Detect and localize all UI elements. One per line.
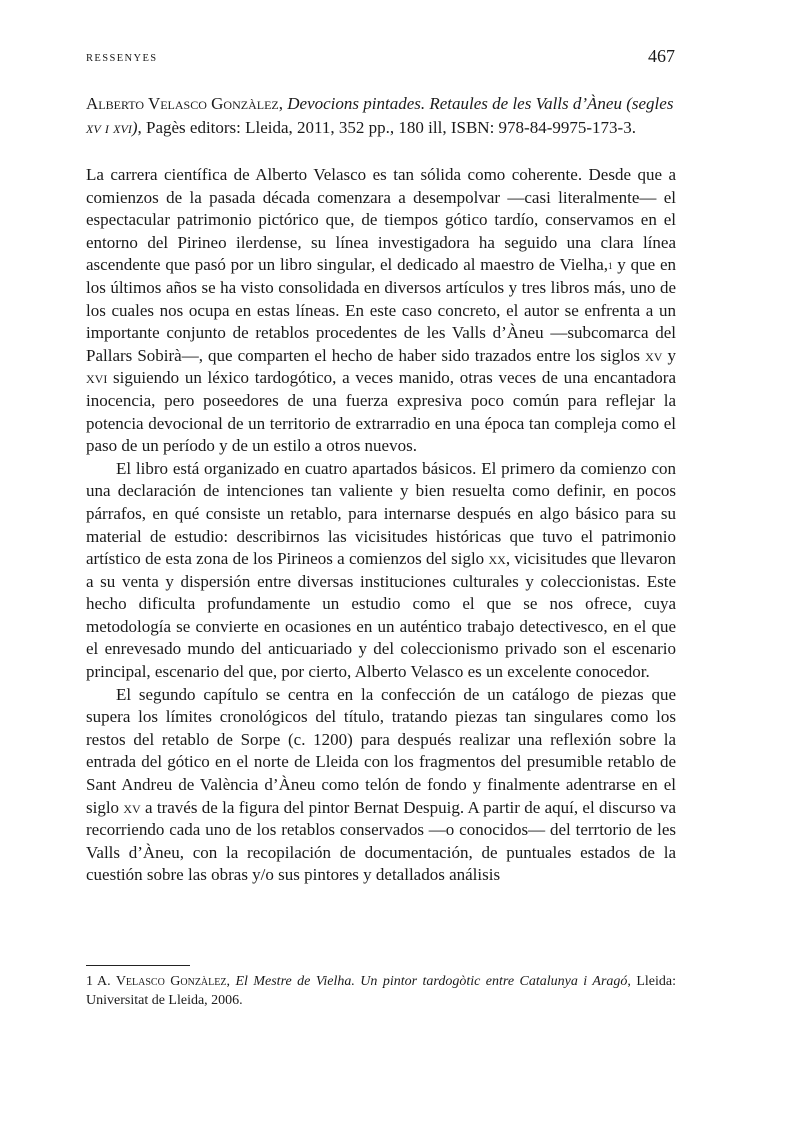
century-xvi: xvi: [86, 368, 108, 388]
century-xv-2: xv: [123, 797, 141, 817]
paragraph-1-text-c: y: [662, 345, 676, 365]
paragraph-1-text-d: siguiendo un léxico tardogótico, a veces manido, otras veces de una encantadora inocencia, pero poseedores de una fuerza expresiva poco común para reflejar la potencia devocional de un territorio de extrarradio en una época tan compleja como el paso de un período y de un estilo a otros nuevos.: [86, 368, 676, 456]
citation-author: Alberto Velasco Gonzàlez: [86, 94, 279, 113]
paragraph-2-text-a: El libro está organizado en cuatro apartados básicos. El primero da comienzo con una declaración de intenciones tan valiente y bien resuelta como definir, en pocos párrafos, en qué consiste un retablo, para internarse después en algo básico para su material de estudio: describirnos las vicisitudes históricas que tuvo el patrimonio artístico de esta zona de los Pirineos a comienzos del siglo: [86, 458, 676, 569]
paragraph-3: [86, 684, 676, 887]
paragraph-1-text-a: La carrera científica de Alberto Velasco es tan sólida como coherente. Desde que a comienzos de la pasada década comenzara a desempolvar —casi literalmente— el espectacular patrimonio pictórico que, de tiempos gótico tardío, conservamos en el entorno del Pirineo ilerdense, su línea investigadora ha seguido una clara línea ascendente que pasó por un libro singular, el dedicado al maestro de Vielha,: [86, 165, 676, 275]
century-xx: xx: [488, 549, 506, 569]
citation-title-end: ): [131, 118, 138, 137]
citation-separator: ,: [278, 94, 288, 113]
footnote-1: [86, 972, 676, 1010]
paragraph-1-text-b: y que en los últimos años se ha visto consolidada en diversos artículos y tres libros más, uno de los cuales nos ocupa en estas líneas. En este caso concreto, el autor se enfrenta a un importante conjunto de retablos procedentes de les Valls d’Àneu —subcomarca del Pallars Sobirà—, que comparten el hecho de haber sido trazados entre los siglos: [86, 255, 676, 365]
footnote-author: A. Velasco Gonzàlez: [97, 974, 227, 989]
paragraph-2-text-b: , vicisitudes que llevaron a su venta y dispersión entre diversas instituciones culturales y coleccionistas. Este hecho dificulta profundamente un estudio como el que se nos ofrece, cuya metodología se convierte en ocasiones en un auténtico trabajo detectivesco, en el que el enrevesado mundo del anticuariado y del coleccionismo privado son el escenario principal, escenario del que, por cierto, Alberto Velasco es un excelente conocedor.: [86, 549, 676, 682]
paragraph-3-text-a: El segundo capítulo se centra en la confección de un catálogo de piezas que supera los límites cronológicos del título, tratando piezas tan singulares como los restos del retablo de Sorpe (c. 1200) para después realizar una reflexión sobre la entrada del gótico en el norte de Lleida con los fragmentos del presumible retablo de Sant Andreu de València d’Àneu como telón de fondo y finalmente adentrarse en el siglo: [86, 684, 676, 817]
paragraph-2: [86, 458, 676, 684]
footnote-title: El Mestre de Vielha. Un pintor tardogòtic entre Catalunya i Aragó: [235, 974, 628, 989]
book-citation: [86, 92, 676, 140]
footnote-rest: , Lleida: Universitat de Lleida, 2006.: [86, 974, 676, 1008]
footnote-number: 1: [86, 974, 93, 989]
paragraph-3-text-b: a través de la figura del pintor Bernat Despuig. A partir de aquí, el discurso va recorriendo cada uno de los retablos conservados —o conocidos— del terrtorio de les Valls d’Àneu, con la recopilación de documentación, de puntuales estados de la cuestión sobre las obras y/o sus pintores y detallados análisis: [86, 797, 676, 885]
running-head: RESSENYES: [86, 53, 158, 64]
citation-centuries: xv i xvi: [86, 118, 132, 137]
citation-title: Devocions pintades. Retaules de les Valls d’Àneu (segles: [287, 94, 674, 113]
footnote-separator: ,: [226, 974, 236, 989]
review-body: [86, 164, 676, 887]
footnote-ref-1[interactable]: 1: [608, 261, 613, 272]
citation-publication: , Pagès editors: Lleida, 2011, 352 pp., 180 ill, ISBN: 978-84-9975-173-3.: [137, 118, 636, 137]
century-xv: xv: [645, 345, 663, 365]
footnote-divider: [86, 965, 190, 966]
paragraph-1: [86, 164, 676, 458]
page-number: 467: [648, 46, 675, 66]
